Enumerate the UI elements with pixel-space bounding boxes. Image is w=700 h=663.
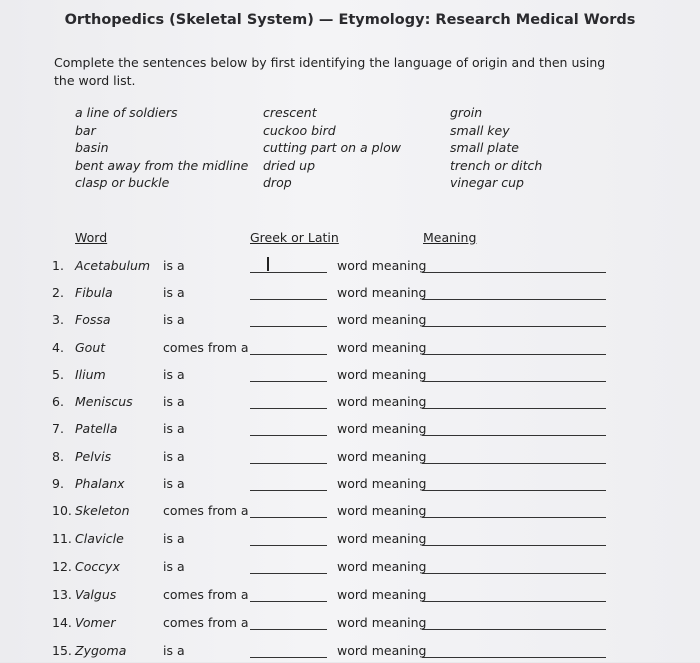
word-list-item: small key bbox=[450, 122, 510, 138]
connector-text: is a bbox=[163, 394, 185, 409]
word-meaning-label: word meaning bbox=[337, 531, 427, 546]
word-meaning-label: word meaning bbox=[337, 643, 427, 658]
word-meaning-label: word meaning bbox=[337, 421, 427, 436]
connector-text: comes from a bbox=[163, 503, 249, 518]
exercise-row bbox=[0, 312, 700, 332]
medical-term: Patella bbox=[75, 421, 118, 436]
word-list-item: cutting part on a plow bbox=[263, 140, 401, 155]
connector-text: is a bbox=[163, 476, 185, 491]
medical-term: Zygoma bbox=[75, 643, 127, 658]
exercise-row bbox=[0, 643, 700, 663]
word-list-item: drop bbox=[263, 175, 292, 190]
page-title: Orthopedics (Skeletal System) — Etymology: Research Medical Words bbox=[64, 12, 636, 28]
instructions-text: Complete the sentences below by first identifying the language of origin and then using the word list. bbox=[54, 55, 606, 88]
row-number: 14. bbox=[52, 615, 72, 630]
connector-text: is a bbox=[163, 421, 185, 436]
origin-answer-blank[interactable] bbox=[250, 545, 327, 546]
row-number: 10. bbox=[52, 503, 72, 518]
origin-answer-blank[interactable] bbox=[250, 629, 327, 630]
medical-term: Valgus bbox=[75, 587, 117, 602]
row-number: 5. bbox=[52, 367, 64, 382]
word-list-item: vinegar cup bbox=[450, 175, 524, 190]
medical-term: Clavicle bbox=[75, 531, 124, 546]
origin-column-header: Greek or Latin bbox=[250, 230, 339, 245]
origin-answer-blank[interactable] bbox=[250, 601, 327, 602]
connector-text: is a bbox=[163, 312, 185, 327]
word-meaning-label: word meaning bbox=[337, 394, 427, 409]
origin-answer-blank[interactable] bbox=[250, 435, 327, 436]
word-list-item: a line of soldiers bbox=[75, 105, 178, 120]
meaning-answer-blank[interactable] bbox=[422, 517, 606, 518]
meaning-answer-blank[interactable] bbox=[422, 272, 606, 273]
row-number: 2. bbox=[52, 285, 64, 300]
origin-answer-blank[interactable] bbox=[250, 299, 327, 300]
connector-text: comes from a bbox=[163, 340, 249, 355]
origin-answer-blank[interactable] bbox=[250, 381, 327, 382]
origin-answer-blank[interactable] bbox=[250, 326, 327, 327]
connector-text: is a bbox=[163, 559, 185, 574]
origin-answer-blank[interactable] bbox=[250, 657, 327, 658]
word-list-item: cuckoo bird bbox=[263, 122, 336, 138]
meaning-answer-blank[interactable] bbox=[422, 601, 606, 602]
medical-term: Acetabulum bbox=[75, 258, 151, 273]
row-number: 8. bbox=[52, 449, 64, 464]
medical-term: Ilium bbox=[75, 367, 106, 382]
word-meaning-label: word meaning bbox=[337, 615, 427, 630]
meaning-answer-blank[interactable] bbox=[422, 299, 606, 300]
row-number: 9. bbox=[52, 476, 64, 491]
word-list-item: groin bbox=[450, 105, 483, 120]
connector-text: comes from a bbox=[163, 615, 249, 630]
exercise-row bbox=[0, 421, 700, 441]
connector-text: is a bbox=[163, 258, 185, 273]
word-list-item: bent away from the midline bbox=[75, 157, 249, 173]
origin-answer-blank[interactable] bbox=[250, 490, 327, 491]
word-list-item: clasp or buckle bbox=[75, 175, 170, 190]
meaning-column-header: Meaning bbox=[423, 230, 477, 245]
row-number: 6. bbox=[52, 394, 64, 409]
connector-text: is a bbox=[163, 531, 185, 546]
connector-text: is a bbox=[163, 367, 185, 382]
exercise-row bbox=[0, 559, 700, 579]
word-meaning-label: word meaning bbox=[337, 449, 427, 464]
word-list-column-2 bbox=[263, 104, 401, 192]
exercise-row bbox=[0, 503, 700, 523]
origin-answer-blank[interactable] bbox=[250, 354, 327, 355]
meaning-answer-blank[interactable] bbox=[422, 381, 606, 382]
text-cursor bbox=[267, 257, 269, 271]
medical-term: Skeleton bbox=[75, 503, 130, 518]
row-number: 7. bbox=[52, 421, 64, 436]
word-meaning-label: word meaning bbox=[337, 559, 427, 574]
word-meaning-label: word meaning bbox=[337, 340, 427, 355]
meaning-answer-blank[interactable] bbox=[422, 573, 606, 574]
exercise-row bbox=[0, 285, 700, 305]
row-number: 11. bbox=[52, 531, 72, 546]
row-number: 15. bbox=[52, 643, 72, 658]
meaning-answer-blank[interactable] bbox=[422, 545, 606, 546]
exercise-row bbox=[0, 394, 700, 414]
exercise-row bbox=[0, 615, 700, 635]
word-list-item: dried up bbox=[263, 157, 316, 173]
medical-term: Gout bbox=[75, 340, 106, 355]
word-list-item: small plate bbox=[450, 140, 519, 155]
word-list-column-1 bbox=[75, 104, 248, 192]
origin-answer-blank[interactable] bbox=[250, 573, 327, 574]
row-number: 4. bbox=[52, 340, 64, 355]
word-list-item: trench or ditch bbox=[450, 157, 543, 173]
connector-text: is a bbox=[163, 643, 185, 658]
origin-answer-blank[interactable] bbox=[250, 408, 327, 409]
origin-answer-blank[interactable] bbox=[250, 463, 327, 464]
word-list-item: basin bbox=[75, 140, 109, 155]
meaning-answer-blank[interactable] bbox=[422, 354, 606, 355]
connector-text: is a bbox=[163, 449, 185, 464]
row-number: 13. bbox=[52, 587, 72, 602]
medical-term: Coccyx bbox=[75, 559, 120, 574]
word-meaning-label: word meaning bbox=[337, 367, 427, 382]
exercise-row bbox=[0, 531, 700, 551]
exercise-row bbox=[0, 476, 700, 496]
medical-term: Meniscus bbox=[75, 394, 133, 409]
medical-term: Phalanx bbox=[75, 476, 125, 491]
exercise-row bbox=[0, 587, 700, 607]
exercise-row bbox=[0, 367, 700, 387]
exercise-row bbox=[0, 340, 700, 360]
word-meaning-label: word meaning bbox=[337, 285, 427, 300]
word-list-item: bar bbox=[75, 122, 96, 138]
meaning-answer-blank[interactable] bbox=[422, 657, 606, 658]
word-meaning-label: word meaning bbox=[337, 258, 427, 273]
origin-answer-blank[interactable] bbox=[250, 517, 327, 518]
medical-term: Vomer bbox=[75, 615, 116, 630]
row-number: 12. bbox=[52, 559, 72, 574]
meaning-answer-blank[interactable] bbox=[422, 326, 606, 327]
row-number: 3. bbox=[52, 312, 64, 327]
word-meaning-label: word meaning bbox=[337, 587, 427, 602]
meaning-answer-blank[interactable] bbox=[422, 463, 606, 464]
medical-term: Fossa bbox=[75, 312, 111, 327]
meaning-answer-blank[interactable] bbox=[422, 490, 606, 491]
word-meaning-label: word meaning bbox=[337, 312, 427, 327]
connector-text: comes from a bbox=[163, 587, 249, 602]
exercise-row bbox=[0, 258, 700, 278]
word-list-column-3 bbox=[450, 104, 542, 192]
meaning-answer-blank[interactable] bbox=[422, 435, 606, 436]
word-column-header: Word bbox=[75, 230, 108, 245]
exercise-row bbox=[0, 449, 700, 469]
connector-text: is a bbox=[163, 285, 185, 300]
row-number: 1. bbox=[52, 258, 64, 273]
word-meaning-label: word meaning bbox=[337, 503, 427, 518]
medical-term: Pelvis bbox=[75, 449, 112, 464]
meaning-answer-blank[interactable] bbox=[422, 408, 606, 409]
meaning-answer-blank[interactable] bbox=[422, 629, 606, 630]
word-meaning-label: word meaning bbox=[337, 476, 427, 491]
origin-answer-blank[interactable] bbox=[250, 272, 327, 273]
medical-term: Fibula bbox=[75, 285, 113, 300]
word-list-item: crescent bbox=[263, 105, 317, 120]
